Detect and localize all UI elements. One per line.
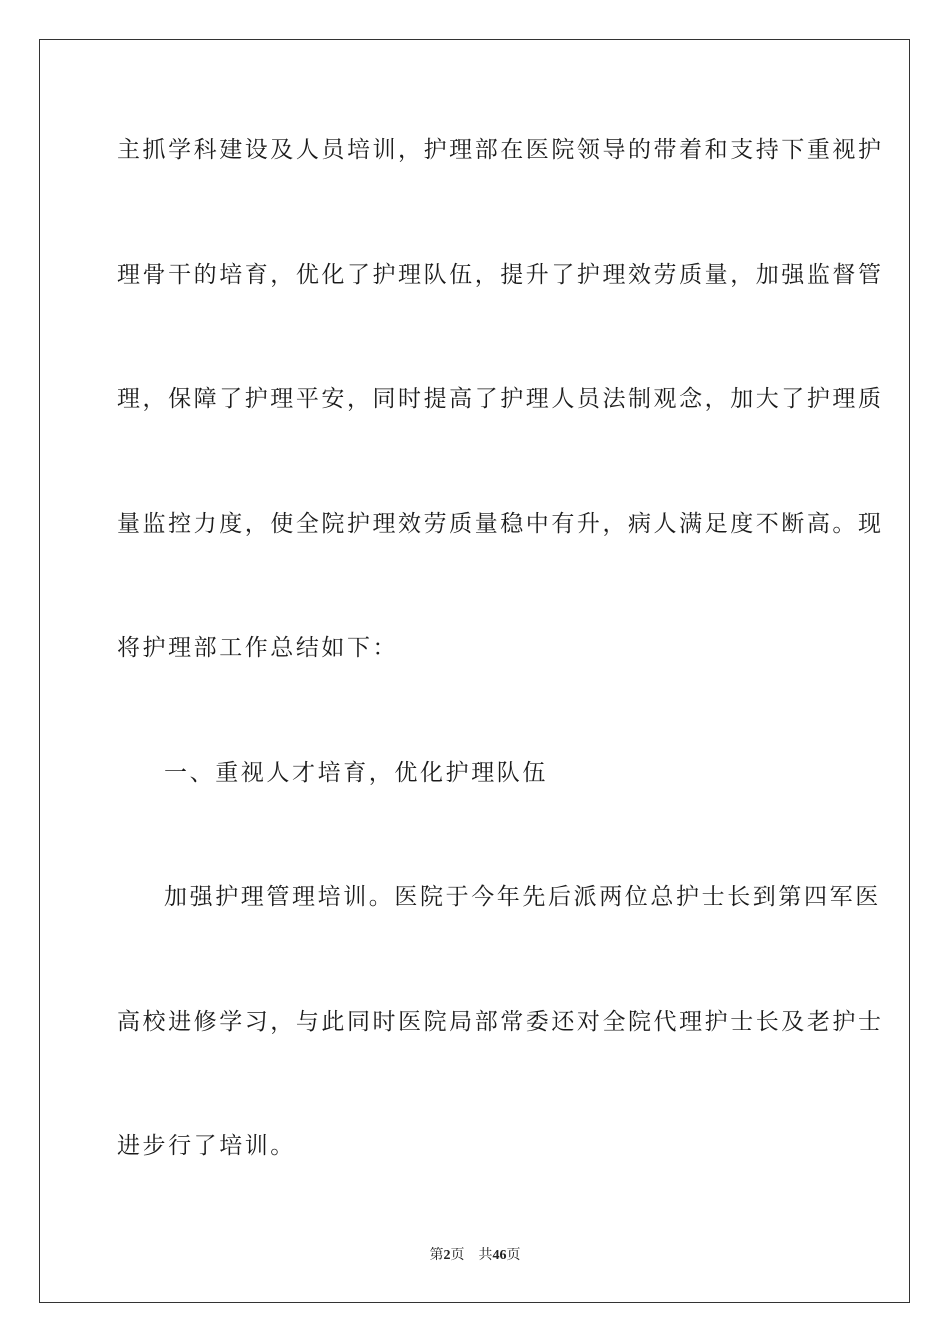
page-prefix: 第 — [429, 1248, 444, 1263]
page-number: 2 — [443, 1248, 451, 1263]
section-heading: 一、重视人才培育，优化护理队伍 — [164, 760, 548, 786]
body-text-line: 高校进修学习，与此同时医院局部常委还对全院代理护士长及老护士 — [117, 1009, 884, 1035]
page-border — [39, 39, 910, 1303]
page-footer — [0, 1247, 950, 1265]
body-text-line: 理骨干的培育，优化了护理队伍，提升了护理效劳质量，加强监督管 — [117, 262, 884, 288]
body-text-line: 进步行了培训。 — [117, 1133, 296, 1159]
body-text-line: 量监控力度，使全院护理效劳质量稳中有升，病人满足度不断高。现 — [117, 511, 884, 537]
total-pages: 46 — [492, 1248, 507, 1263]
body-text-line: 加强护理管理培训。医院于今年先后派两位总护士长到第四军医 — [164, 884, 881, 910]
page-suffix: 页 — [450, 1248, 465, 1263]
body-text-line: 主抓学科建设及人员培训，护理部在医院领导的带着和支持下重视护 — [117, 137, 884, 163]
total-prefix: 共 — [478, 1248, 493, 1263]
body-text-line: 理，保障了护理平安，同时提高了护理人员法制观念，加大了护理质 — [117, 386, 884, 412]
total-suffix: 页 — [506, 1248, 521, 1263]
body-text-line: 将护理部工作总结如下： — [117, 635, 399, 661]
